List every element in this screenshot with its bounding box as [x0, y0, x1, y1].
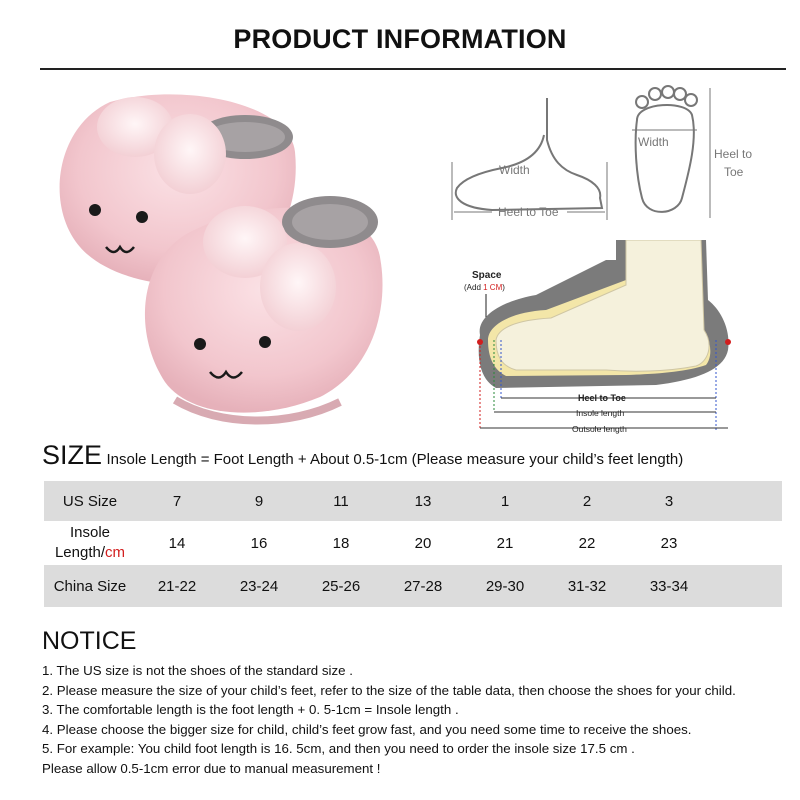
add-prefix: (Add [464, 283, 484, 292]
us-size-cell: 2 [546, 481, 628, 521]
us-size-cell: 1 [464, 481, 546, 521]
page-title: PRODUCT INFORMATION [233, 24, 567, 54]
china-size-cell: 33-34 [628, 565, 710, 607]
notice-item: 5. For example: You child foot length is 16. 5cm, and then you need to order the insole size 17.5 cm . [42, 741, 635, 757]
notice-item: 4. Please choose the bigger size for child, child’s feet grow fast, and you need some time to receive the shoes. [42, 721, 692, 737]
space-label: Space [472, 270, 502, 281]
us-size-label: US Size [44, 481, 136, 521]
china-size-spacer [710, 565, 782, 607]
foot-measurement-diagram [442, 80, 772, 230]
insole-length-measure: Insole length [576, 408, 625, 418]
us-size-cell: 11 [300, 481, 382, 521]
insole-cell: 22 [546, 521, 628, 565]
heel-to-toe-label-side: Heel to Toe [498, 205, 559, 219]
china-size-label: China Size [44, 565, 136, 607]
size-heading: SIZE [42, 440, 103, 470]
outsole-length-measure: Outsole length [572, 424, 627, 434]
toe-line2: Toe [724, 165, 744, 179]
insole-cell: 18 [300, 521, 382, 565]
width-label-side: Width [499, 163, 530, 177]
notice-item: 3. The comfortable length is the foot length + 0. 5-1cm = Insole length . [42, 702, 459, 718]
us-size-cell: 7 [136, 481, 218, 521]
china-size-cell: 25-26 [300, 565, 382, 607]
add-value: 1 CM [483, 283, 503, 292]
notice-heading: NOTICE [42, 627, 137, 655]
china-size-cell: 23-24 [218, 565, 300, 607]
china-size-cell: 27-28 [382, 565, 464, 607]
add-label [464, 283, 505, 292]
heel-to-line1: Heel to [714, 147, 753, 161]
insole-label-line1: Insole [69, 524, 111, 541]
notice-item: 1. The US size is not the shoes of the standard size . [42, 663, 353, 678]
notice-list [42, 661, 792, 779]
insole-cell: 21 [464, 521, 546, 565]
insole-cell: 23 [628, 521, 710, 565]
size-heading-line [42, 440, 683, 471]
insole-spacer [710, 521, 782, 565]
size-formula-note: Insole Length = Foot Length + About 0.5-1cm (Please measure your child’s feet length) [106, 451, 684, 468]
us-size-spacer [710, 481, 782, 521]
bunny-slippers-photo [40, 82, 410, 432]
add-suffix: ) [502, 283, 505, 292]
heel-to-toe-measure: Heel to Toe [578, 393, 626, 403]
us-size-cell: 13 [382, 481, 464, 521]
china-size-cell: 29-30 [464, 565, 546, 607]
us-size-cell: 3 [628, 481, 710, 521]
notice-item: Please allow 0.5-1cm error due to manual measurement ! [42, 760, 381, 776]
insole-cell: 16 [218, 521, 300, 565]
insole-length-row [44, 521, 782, 565]
notice-item: 2. Please measure the size of your child’s feet, refer to the size of the table data, then choose the shoes for your child. [42, 682, 736, 698]
shoe-fit-diagram [456, 240, 746, 440]
width-label-top: Width [638, 135, 669, 149]
side-foot-outline [456, 98, 602, 210]
china-size-cell: 31-32 [546, 565, 628, 607]
size-chart-table [44, 481, 782, 607]
insole-length-label [44, 521, 136, 565]
insole-label-line2: Length/ [54, 544, 106, 561]
us-size-row [44, 481, 782, 521]
china-size-row [44, 565, 782, 607]
title-divider [40, 68, 786, 70]
insole-unit: cm [105, 544, 126, 561]
insole-cell: 20 [382, 521, 464, 565]
heel-to-toe-label-top [714, 147, 752, 179]
us-size-cell: 9 [218, 481, 300, 521]
insole-cell: 14 [136, 521, 218, 565]
china-size-cell: 21-22 [136, 565, 218, 607]
